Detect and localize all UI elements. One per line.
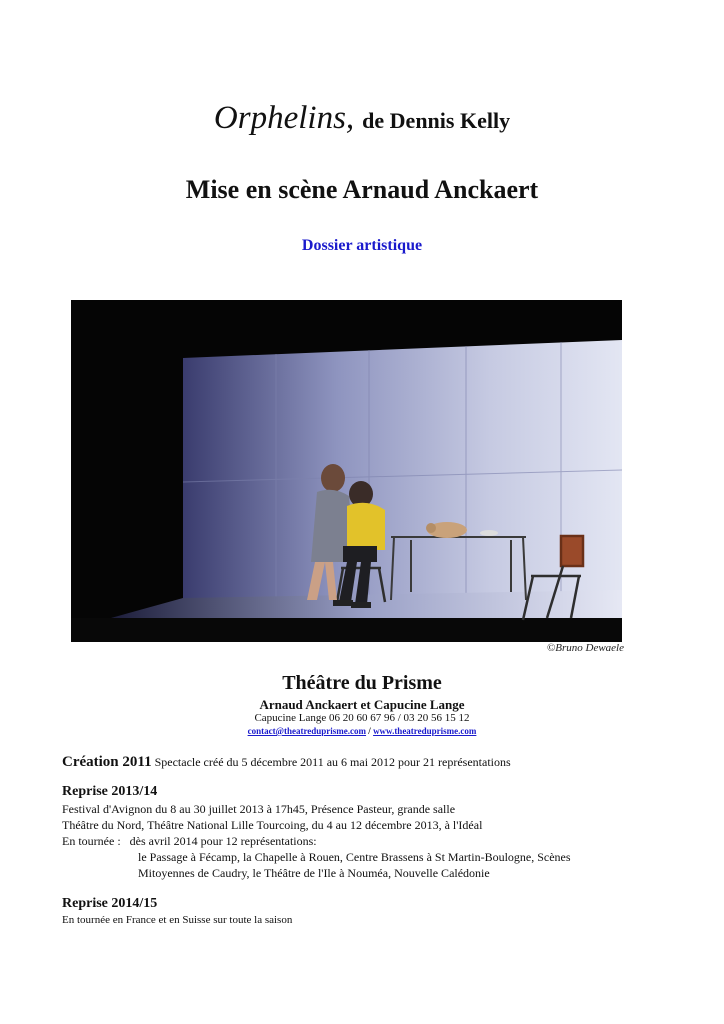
creation-section	[62, 753, 511, 771]
contact-phone: Capucine Lange 06 20 60 67 96 / 03 20 56 15 12	[254, 712, 470, 724]
reprise-2013-heading: Reprise 2013/14	[62, 784, 158, 799]
tour-line: le Passage à Fécamp, la Chapelle à Rouen, Centre Brassens à St Martin-Boulogne, Scènes	[138, 850, 571, 864]
tour-label: En tournée :	[62, 834, 121, 848]
tour-row	[62, 834, 317, 849]
tour-line: Mitoyennes de Caudry, le Théâtre de l'Ile à Nouméa, Nouvelle Calédonie	[138, 866, 490, 880]
stage-photo	[71, 300, 622, 642]
reprise-2013-line: Théâtre du Nord, Théâtre National Lille Tourcoing, du 4 au 12 décembre 2013, à l'Idéal	[62, 818, 483, 832]
play-author: de Dennis Kelly	[362, 108, 511, 133]
contact-links	[0, 726, 724, 736]
reprise-2014-text: En tournée en France et en Suisse sur toute la saison	[62, 914, 293, 926]
photo-credit: ©Bruno Dewaele	[546, 642, 624, 654]
website-link[interactable]: www.theatreduprisme.com	[373, 726, 477, 736]
link-separator: /	[366, 726, 374, 736]
creation-text: Spectacle créé du 5 décembre 2011 au 6 mai 2012 pour 21 représentations	[154, 755, 511, 769]
email-link[interactable]: contact@theatreduprisme.com	[247, 726, 367, 736]
dossier-subtitle: Dossier artistique	[301, 237, 423, 254]
tour-text: dès avril 2014 pour 12 représentations:	[129, 834, 317, 848]
stage-photo-illustration	[71, 300, 622, 642]
creation-heading: Création 2011	[62, 754, 152, 770]
play-title: Orphelins,	[213, 100, 355, 136]
direction-credit: Mise en scène Arnaud Anckaert	[185, 175, 539, 204]
document-title	[0, 100, 724, 137]
reprise-2013-line: Festival d'Avignon du 8 au 30 juillet 2013 à 17h45, Présence Pasteur, grande salle	[62, 802, 456, 816]
company-people: Arnaud Anckaert et Capucine Lange	[259, 697, 465, 712]
reprise-2014-heading: Reprise 2014/15	[62, 896, 158, 911]
company-name: Théâtre du Prisme	[282, 672, 442, 694]
